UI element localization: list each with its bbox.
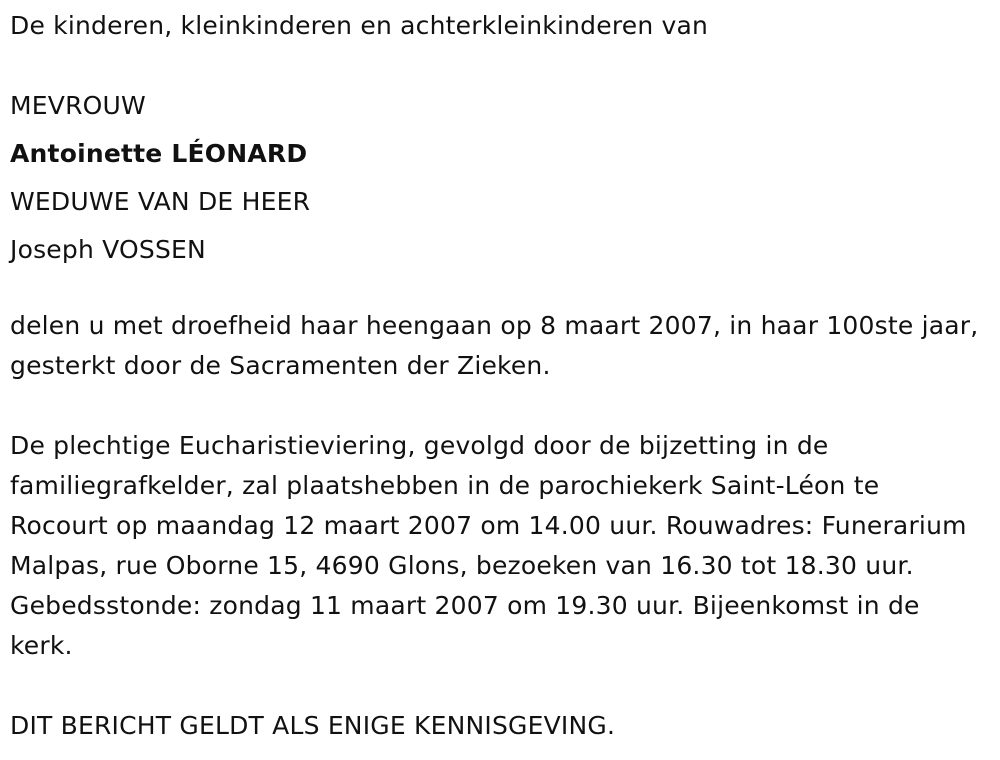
ceremony-paragraph: De plechtige Eucharistieviering, gevolgd door de bijzetting in de familiegrafkelder, zal plaatshebben in de parochiekerk Saint-Léon te Rocourt op maandag 12 maart 2007 om 14.00 uur. Rouwadres: Funerarium Malpas, rue Oborne 15, 4690 Glons, bezoeken van 16.30 tot 18.30 uur. Gebedsstonde: zondag 11 maart 2007 om 19.30 uur. Bijeenkomst in de kerk.: [10, 431, 967, 660]
deceased-name: Antoinette LÉONARD: [10, 139, 308, 168]
spacer: [10, 50, 985, 82]
intro-text: De kinderen, kleinkinderen en achterkleinkinderen van: [10, 11, 709, 40]
closing-statement: DIT BERICHT GELDT ALS ENIGE KENNISGEVING.: [10, 711, 616, 740]
obituary-notice: [10, 0, 985, 746]
spacer: [10, 666, 985, 706]
spouse-name: Joseph VOSSEN: [10, 235, 206, 264]
spacer: [10, 386, 985, 426]
relation-text: WEDUWE VAN DE HEER: [10, 187, 311, 216]
announcement-paragraph: delen u met droefheid haar heengaan op 8 maart 2007, in haar 100ste jaar, gesterkt door de Sacramenten der Zieken.: [10, 311, 979, 380]
honorific-title: MEVROUW: [10, 91, 146, 120]
spacer: [10, 274, 985, 306]
